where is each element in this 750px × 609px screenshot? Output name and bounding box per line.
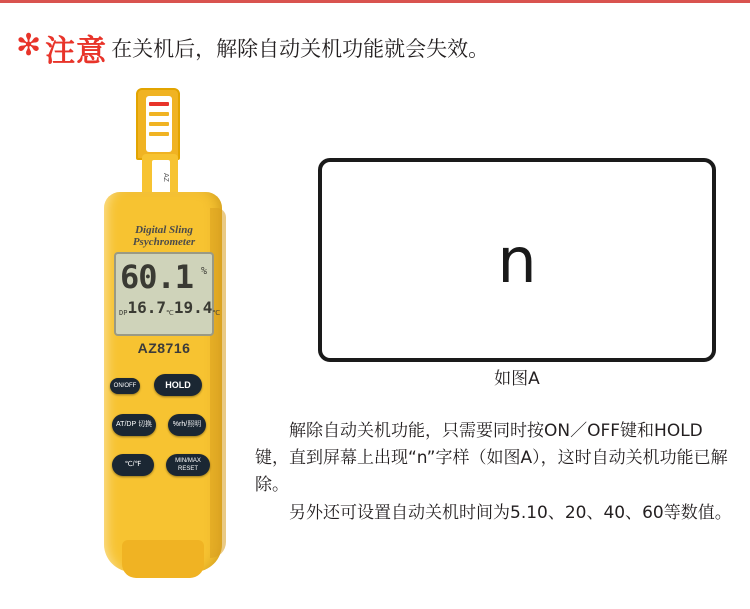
device-button-hold[interactable]: HOLD bbox=[154, 374, 202, 396]
top-divider bbox=[0, 0, 750, 3]
instruction-paragraph-1 bbox=[255, 418, 735, 499]
cage-bar bbox=[149, 112, 169, 116]
device-button-at-dp[interactable]: AT/DP 切换 bbox=[112, 414, 156, 436]
instruction-paragraph-1-text: 解除自动关机功能，只需要同时按ON／OFF键和HOLD键，直到屏幕上出现“n”字样（如图A），这时自动关机功能已解除。 bbox=[255, 421, 728, 495]
notice-label: 注意 bbox=[45, 34, 108, 69]
instruction-paragraph-2 bbox=[255, 500, 735, 527]
device-button-min-max[interactable]: MIN/MAX RESET bbox=[166, 454, 210, 476]
sensor-cage-icon bbox=[136, 88, 180, 160]
device-button-unit[interactable]: %rh/照明 bbox=[168, 414, 206, 436]
lcd-secondary-row bbox=[119, 298, 221, 317]
device-button-power[interactable]: ON/OFF bbox=[110, 378, 140, 394]
figure-a-screen bbox=[318, 158, 716, 362]
lcd-left-value: 16.7 bbox=[127, 298, 166, 317]
notice-text: 在关机后，解除自动关机功能就会失效。 bbox=[111, 37, 490, 61]
cage-bar bbox=[149, 132, 169, 136]
cage-bar bbox=[149, 102, 169, 106]
device-illustration bbox=[92, 88, 282, 568]
lcd-n-glyph: n bbox=[497, 223, 537, 297]
device-side-label: AZ bbox=[152, 160, 170, 194]
device-lcd-screen bbox=[114, 252, 221, 336]
lcd-main-unit: % bbox=[200, 266, 207, 277]
lcd-right-unit: ℃ bbox=[212, 309, 221, 317]
notice-header bbox=[0, 22, 750, 74]
lcd-right-value: 19.4 bbox=[173, 298, 213, 317]
device-brand-line2: Psychrometer bbox=[132, 236, 196, 248]
device-brand-line1: Digital Sling bbox=[135, 224, 193, 236]
cage-bar bbox=[149, 122, 169, 126]
device-model-label: AZ8716 bbox=[137, 340, 191, 356]
lcd-left-unit: ℃ bbox=[165, 309, 174, 317]
sensor-cage-inner bbox=[146, 96, 172, 152]
asterisk-icon: ✻ bbox=[16, 28, 42, 63]
figure-a-caption: 如图A bbox=[494, 369, 540, 389]
instruction-paragraph-2-text: 另外还可设置自动关机时间为5.10、20、40、60等数值。 bbox=[289, 503, 732, 523]
device-base bbox=[122, 540, 204, 578]
device-button-c-f[interactable]: ℃/℉ bbox=[112, 454, 154, 476]
device-brand bbox=[116, 224, 212, 248]
lcd-left-tag: DP bbox=[119, 309, 128, 317]
lcd-main-value: 60.1 bbox=[120, 258, 194, 296]
